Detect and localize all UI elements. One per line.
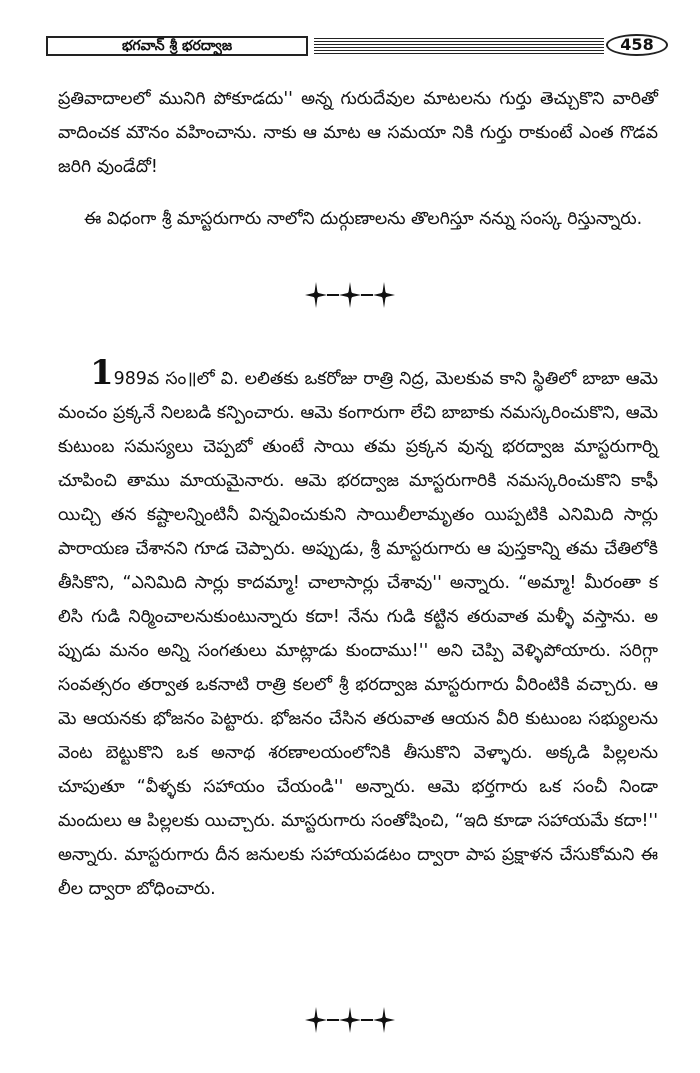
- star-ornament-icon: [339, 282, 361, 308]
- section-separator: [0, 275, 700, 315]
- running-header: [46, 36, 658, 60]
- book-title: భగవాన్ శ్రీ భరద్వాజ: [46, 36, 308, 56]
- paragraph-story-text: 989వ సం॥లో వి. లలితకు ఒకరోజు రాత్రి నిద్ర, మెలకువ కాని స్థితిలో బాబా ఆమె మంచం ప్రక్కనే నిలబడి కన్పించారు. ఆమె కంగారుగా లేచి బాబాకు నమస్కరించుకొని, ఆమె కుటుంబ సమస్యలు చెప్పబో తుంటే సాయి తమ ప్రక్కన వున్న భరద్వాజ మాస్టరుగార్ని చూపించి తాము మాయమైనారు. ఆమె భరద్వాజ మాస్టరుగారికి నమస్కరించుకొని కాఫీ యిచ్చి తన కష్టాలన్నింటినీ విన్నవించుకుని సాయిలీలామృతం యిప్పటికి ఎనిమిది సార్లు పారాయణ చేశానని గూడ చెప్పారు. అప్పుడు, శ్రీ మాస్టరుగారు ఆ పుస్తకాన్ని తమ చేతిలోకి తీసికొని, “ఎనిమిది సార్లు కాదమ్మా! చాలాసార్లు చేశావు'' అన్నారు. “అమ్మా! మీరంతా కలిసి గుడి నిర్మించాలనుకుంటున్నారు కదా! నేను గుడి కట్టిన తరువాత మళ్ళీ వస్తాను. అప్పుడు మనం అన్ని సంగతులు మాట్లాడు కుందాము!'' అని చెప్పి వెళ్ళిపోయారు. సరిగ్గా సంవత్సరం తర్వాత ఒకనాటి రాత్రి కలలో శ్రీ భరద్వాజ మాస్టరుగారు వీరింటికి వచ్చారు. ఆమె ఆయనకు భోజనం పెట్టారు. భోజనం చేసిన తరువాత ఆయన వీరి కుటుంబ సభ్యులను వెంట బెట్టుకొని ఒక అనాథ శరణాలయంలోనికి తీసుకొని వెళ్ళారు. అక్కడి పిల్లలను చూపుతూ “వీళ్ళకు సహాయం చేయండి'' అన్నారు. ఆమె భర్తగారు ఒక సంచీ నిండా మందులు ఆ పిల్లలకు యిచ్చారు. మాస్టరుగారు సంతోషించి, “ఇది కూడా సహాయమే కదా!'' అన్నారు. మాస్టరుగారు దీన జనులకు సహాయపడటం ద్వారా పాప ప్రక్షాళన చేసుకోమని ఈ లీల ద్వారా బోధించారు.: [58, 369, 658, 899]
- ornament-connector: [327, 294, 339, 296]
- section-separator-end: [0, 1000, 700, 1040]
- star-ornament-icon: [305, 1007, 327, 1033]
- ornament-connector: [361, 294, 373, 296]
- star-ornament-icon: [339, 1007, 361, 1033]
- paragraph-story: [58, 353, 658, 996]
- drop-cap-digit: 1: [90, 353, 114, 393]
- paragraph-continuation: ప్రతివాదాలలో మునిగి పోకూడదు'' అన్న గురుదేవుల మాటలను గుర్తు తెచ్చుకొని వారితో వాదించక మౌనం వహించాను. నాకు ఆ మాట ఆ సమయా నికి గుర్తు రాకుంటే ఎంత గొడవ జరిగి వుండేదో!: [58, 89, 658, 177]
- header-rule-lines: [314, 38, 604, 54]
- star-ornament-icon: [373, 282, 395, 308]
- star-ornament-icon: [305, 282, 327, 308]
- ornament-connector: [327, 1019, 339, 1021]
- star-ornament-icon: [373, 1007, 395, 1033]
- paragraph-summary: ఈ విధంగా శ్రీ మాస్టరుగారు నాలోని దుర్గుణాలను తొలగిస్తూ నన్ను సంస్క రిస్తున్నారు.: [84, 209, 643, 229]
- page-number: 458: [606, 34, 668, 56]
- ornament-connector: [361, 1019, 373, 1021]
